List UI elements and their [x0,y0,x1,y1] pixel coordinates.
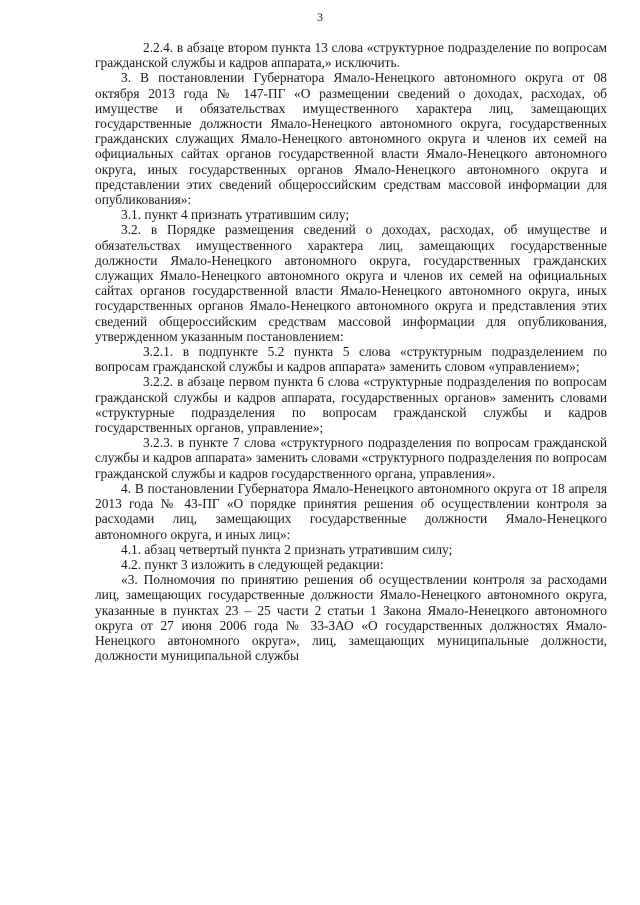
page-number: 3 [317,10,323,24]
paragraph-3-2-2: 3.2.2. в абзаце первом пункта 6 слова «структурные подразделения по вопросам гражданской службы и кадров аппарата, государственных органов» заменить словами «структурные подразделения по вопросам гражданской службы и кадров государственных органов, управление»; [95,374,607,436]
document-body [95,40,607,663]
paragraph-4-2-quote: «3. Полномочия по принятию решения об осуществлении контроля за расходами лиц, замещающих государственные должности Ямало-Ненецкого автономного округа, указанные в пунктах 23 – 25 части 2 статьи 1 Закона Ямало-Ненецкого автономного округа от 27 июня 2006 года № 33-ЗАО «О государственных должностях Ямало-Ненецкого автономного округа», лиц, замещающих муниципальные должности, должности муниципальной службы [95,572,607,664]
paragraph-3-2-1: 3.2.1. в подпункте 5.2 пункта 5 слова «структурным подразделением по вопросам гражданской службы и кадров аппарата» заменить словом «управлением»; [95,344,607,375]
paragraph-3: 3. В постановлении Губернатора Ямало-Ненецкого автономного округа от 08 октября 2013 года № 147-ПГ «О размещении сведений о доходах, расходах, об имуществе и обязательствах имущественного характера лиц, замещающих государственные должности Ямало-Ненецкого автономного округа, государственных гражданских служащих Ямало-Ненецкого автономного округа и членов их семей на официальных сайтах органов государственной власти Ямало-Ненецкого автономного округа, иных государственных органов Ямало-Ненецкого автономного округа и представлении этих сведений общероссийским средствам массовой информации для опубликования»: [95,70,607,208]
paragraph-4: 4. В постановлении Губернатора Ямало-Ненецкого автономного округа от 18 апреля 2013 года № 43-ПГ «О порядке принятия решения об осуществлении контроля за расходами лиц, замещающих государственные должности Ямало-Ненецкого автономного округа, и иных лиц»: [95,480,607,542]
paragraph-3-2: 3.2. в Порядке размещения сведений о доходах, расходах, об имуществе и обязательствах имущественного характера лиц, замещающих государственные должности Ямало-Ненецкого автономного округа, государственных гражданских служащих Ямало-Ненецкого автономного округа и членов их семей на официальных сайтах органов государственной власти Ямало-Ненецкого автономного округа, иных государственных органов Ямало-Ненецкого автономного округа и представления этих сведений общероссийским средствам массовой информации для опубликования, утвержденном указанным постановлением: [95,222,607,344]
paragraph-3-2-3: 3.2.3. в пункте 7 слова «структурного подразделения по вопросам гражданской службы и кадров аппарата» заменить словами «структурного подразделения по вопросам гражданской службы и кадров государственного органа, управления». [95,435,607,481]
paragraph-3-1: 3.1. пункт 4 признать утратившим силу; [121,207,350,223]
paragraph-2-2-4: 2.2.4. в абзаце втором пункта 13 слова «структурное подразделение по вопросам гражданской службы и кадров аппарата,» исключить. [95,40,607,71]
paragraph-4-2: 4.2. пункт 3 изложить в следующей редакции: [121,556,384,572]
paragraph-4-1: 4.1. абзац четвертый пункта 2 признать утратившим силу; [121,541,453,557]
